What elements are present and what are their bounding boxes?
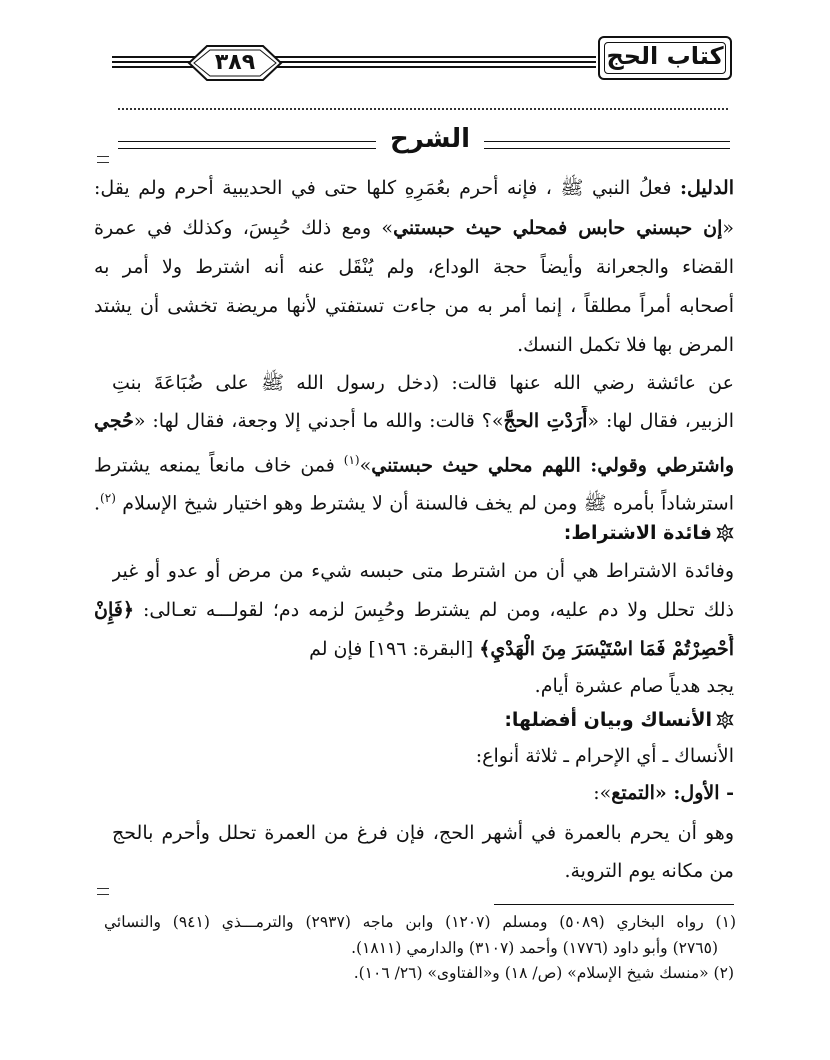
section-rule-left [118,141,376,149]
header-dotted-rule [118,108,728,110]
footnote-ref: (٢) [100,491,116,505]
footnote: (٢) «منسك شيخ الإسلام» (ص/ ١٨) و«الفتاوى» (٢٦/ ١٠٦). [353,964,734,982]
page-number: ٣٨٩ [214,50,256,75]
text-line: يجد هدياً صام عشرة أيام. [534,675,734,697]
margin-mark [97,156,109,163]
text-line: القضاء والجعرانة وأيضاً حجة الوداع، ولم يُنْقَل عنه أنه اشترط ولا أمر به [94,256,734,278]
text-line: - الأول: «التمتع»: [593,782,734,804]
text-line: من مكانه يوم التروية. [564,860,734,882]
text-line: وهو أن يحرم بالعمرة في أشهر الحج، فإن فرغ من العمرة تحلل وأحرم بالحج [112,822,734,844]
text-line: أُحْصِرْتُمْ فَمَا اسْتَيْسَرَ مِنَ الْهَدْيِ﴾ [البقرة: ١٩٦] فإن لم [309,638,734,660]
subheading: الأنساك وبيان أفضلها: [504,705,734,735]
text-line: المرض بها فلا تكمل النسك. [517,334,734,356]
footnote-ref: (١) [343,453,360,467]
margin-mark [97,888,109,895]
section-title: الشرح [389,124,471,154]
text-line: وفائدة الاشتراط هي أن من اشترط متى حبسه شيء من مرض أو عدو أو غير [112,560,734,582]
book-title: كتاب الحج [606,42,724,70]
footnote: (٢٧٦٥) وأبو داود (١٧٧٦) وأحمد (٣١٠٧) والدارمي (١٨١١). [351,939,718,957]
book-title-box [598,36,732,80]
header-rule [112,56,596,72]
text-line: عن عائشة رضي الله عنها قالت: (دخل رسول الله ﷺ على ضُبَاعَةَ بنتِ [112,372,734,394]
flower-ornament-icon [716,524,734,542]
footnote: (١) رواه البخاري (٥٠٨٩) ومسلم (١٢٠٧) وابن ماجه (٢٩٣٧) والترمـــذي (٩٤١) والنسائي [104,913,736,931]
subheading: فائدة الاشتراط: [564,518,734,548]
text-line: الأنساك ـ أي الإحرام ـ ثلاثة أنواع: [475,745,734,767]
text-line: «إن حبسني حابس فمحلي حيث حبستني» ومع ذلك حُبِسَ، وكذلك في عمرة [94,217,734,239]
text-line: استرشاداً بأمره ﷺ ومن لم يخف فالسنة أن لا يشترط وهو اختيار شيخ الإسلام $^{(٢)}$. [94,491,734,515]
footnote-rule [494,904,734,905]
text-line: الزبير، فقال لها: «أَرَدْتِ الحجَّ»؟ قالت: والله ما أجدني إلا وجعة، فقال لها: «حُجي [94,410,734,432]
text-line: واشترطي وقولي: اللهم محلي حيث حبستني»$^{(١)}$ فمن خاف مانعاً يمنعه يشترط [94,453,734,477]
page-number-badge [187,44,283,82]
text-line: ذلك تحلل ولا دم عليه، ومن لم يشترط وحُبِسَ لزمه دم؛ لقولـــه تعـالى: ﴿فَإِنْ [94,599,734,621]
flower-ornament-icon [716,711,734,729]
text-line: أصحابه أمراً مطلقاً ، إنما أمر به من جاءت تستفتي لأنها مريضة تخشى أن يشتد [94,295,734,317]
section-rule-right [484,141,730,149]
text-line: الدليل: فعلُ النبي ﷺ ، فإنه أحرم بعُمَرِهِ كلها حتى في الحديبية أحرم ولم يقل: [94,177,734,199]
